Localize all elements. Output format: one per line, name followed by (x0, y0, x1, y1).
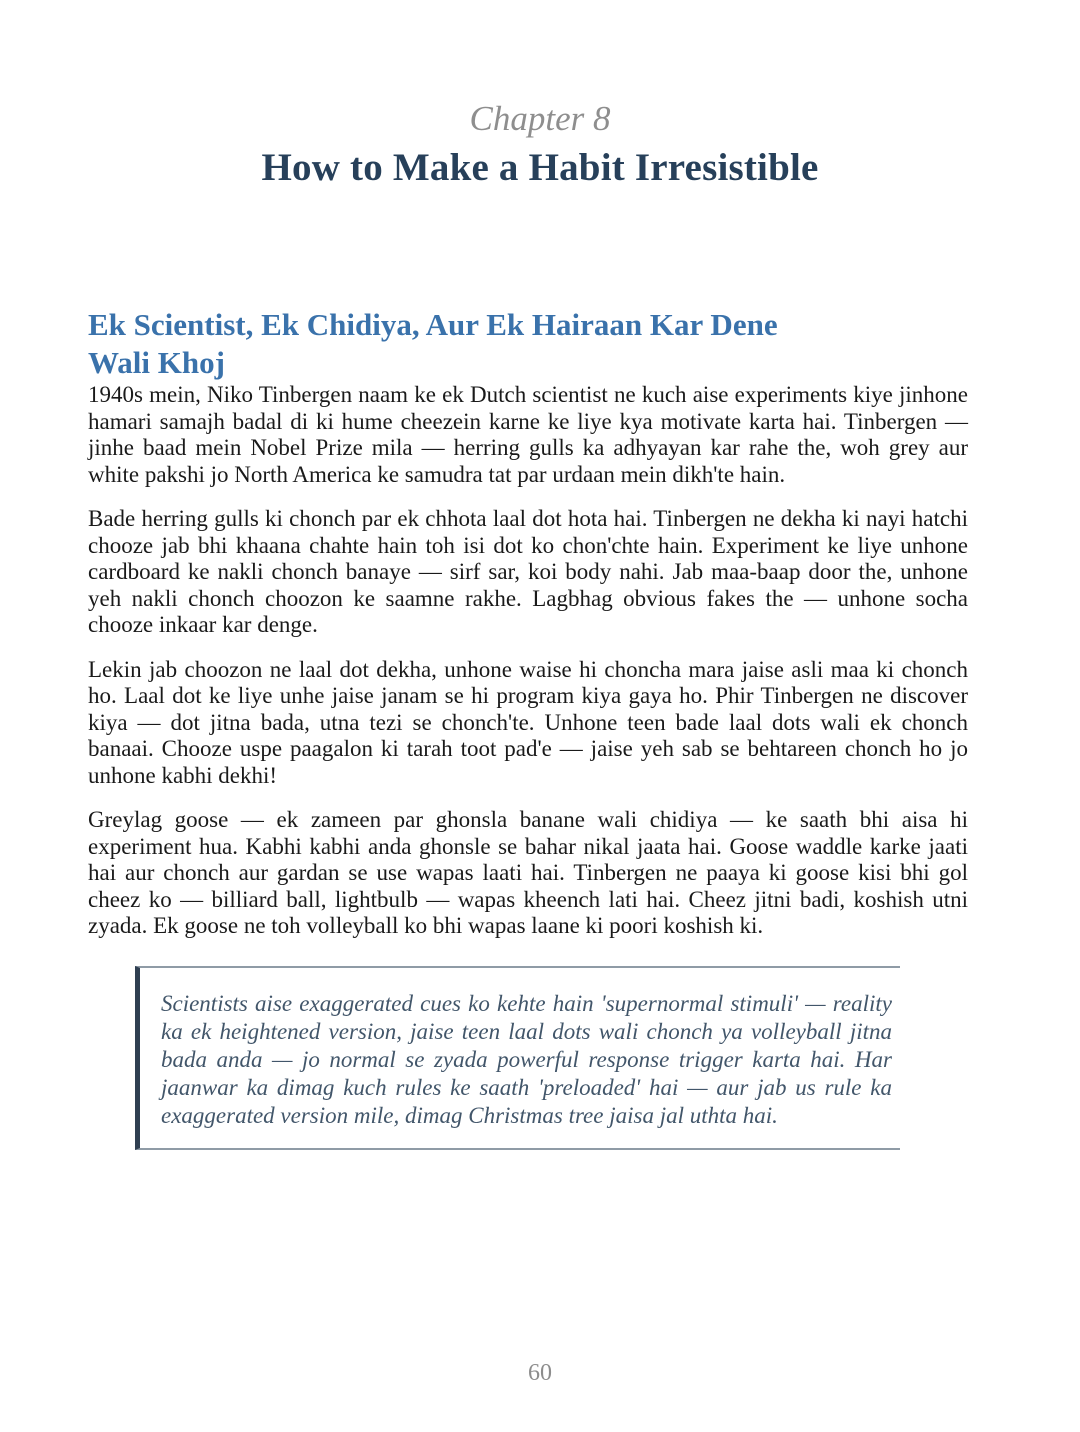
supernormal-stimuli-quote-text: Scientists aise exaggerated cues ko kehte hain 'supernormal stimuli' — reality ka ek heightened version, jaise teen laal dots wali chonch ya volleyball jitna bada anda — jo normal se zyada powerful response trigger karta hai. Har jaanwar ka dimag kuch rules ke saath 'preloaded' hai — aur jab us rule ka exaggerated version mile, dimag Christmas tree jaisa jal uthta hai. (161, 990, 892, 1128)
paragraph-greylag-goose: Greylag goose — ek zameen par ghonsla banane wali chidiya — ke saath bhi aisa hi experiment hua. Kabhi kabhi anda ghonsle se bahar nikal jaata hai. Goose waddle karke jaati hai aur chonch aur gardan se use wapas laati hai. Tinbergen ne paaya ki goose kisi bhi gol cheez ko — billiard ball, lightbulb — wapas kheench lati hai. Cheez jitni badi, koshish utni zyada. Ek goose ne toh volleyball ko bhi wapas laane ki poori koshish ki. (88, 807, 968, 938)
content-column (88, 306, 968, 1150)
chapter-label: Chapter 8 (469, 99, 611, 138)
chapter-title: How to Make a Habit Irresistible (261, 146, 819, 189)
page-number: 60 (528, 1360, 552, 1386)
paragraph-herring-gull-dot: Bade herring gulls ki chonch par ek chhota laal dot hota hai. Tinbergen ne dekha ki nayi hatchi chooze jab bhi khaana chahte hain toh isi dot ko chon'chte hain. Experiment ke liye unhone cardboard ke nakli chonch banaye — sirf sar, koi body nahi. Jab maa-baap door the, unhone yeh nakli chonch choozon ke saamne rakhe. Lagbhag obvious fakes the — unhone socha chooze inkaar kar denge. (88, 506, 968, 637)
section-heading-line-1: Ek Scientist, Ek Chidiya, Aur Ek Hairaan Kar Dene (88, 307, 778, 342)
section-heading (88, 306, 968, 382)
supernormal-stimuli-quote-block (135, 966, 900, 1150)
paragraph-chicks-pecking: Lekin jab choozon ne laal dot dekha, unhone waise hi choncha mara jaise asli maa ki chonch ho. Laal dot ke liye unhe jaise janam se hi program kiya gaya ho. Phir Tinbergen ne discover kiya — dot jitna bada, utna tezi se chonch'te. Unhone teen bade laal dots wali ek chonch banaai. Chooze uspe paagalon ki tarah toot pad'e — jaise yeh sab se behtareen chonch ho jo unhone kabhi dekhi! (88, 656, 968, 788)
section-heading-line-2: Wali Khoj (88, 345, 225, 380)
paragraph-tinbergen-intro: 1940s mein, Niko Tinbergen naam ke ek Dutch scientist ne kuch aise experiments kiye jinhone hamari samajh badal di ki hume cheezein karne ke liye kya motivate karta hai. Tinbergen — jinhe baad mein Nobel Prize mila — herring gulls ka adhyayan kar rahe the, woh grey aur white pakshi jo North America ke samudra tat par urdaan mein dikh'te hain. (88, 382, 968, 487)
